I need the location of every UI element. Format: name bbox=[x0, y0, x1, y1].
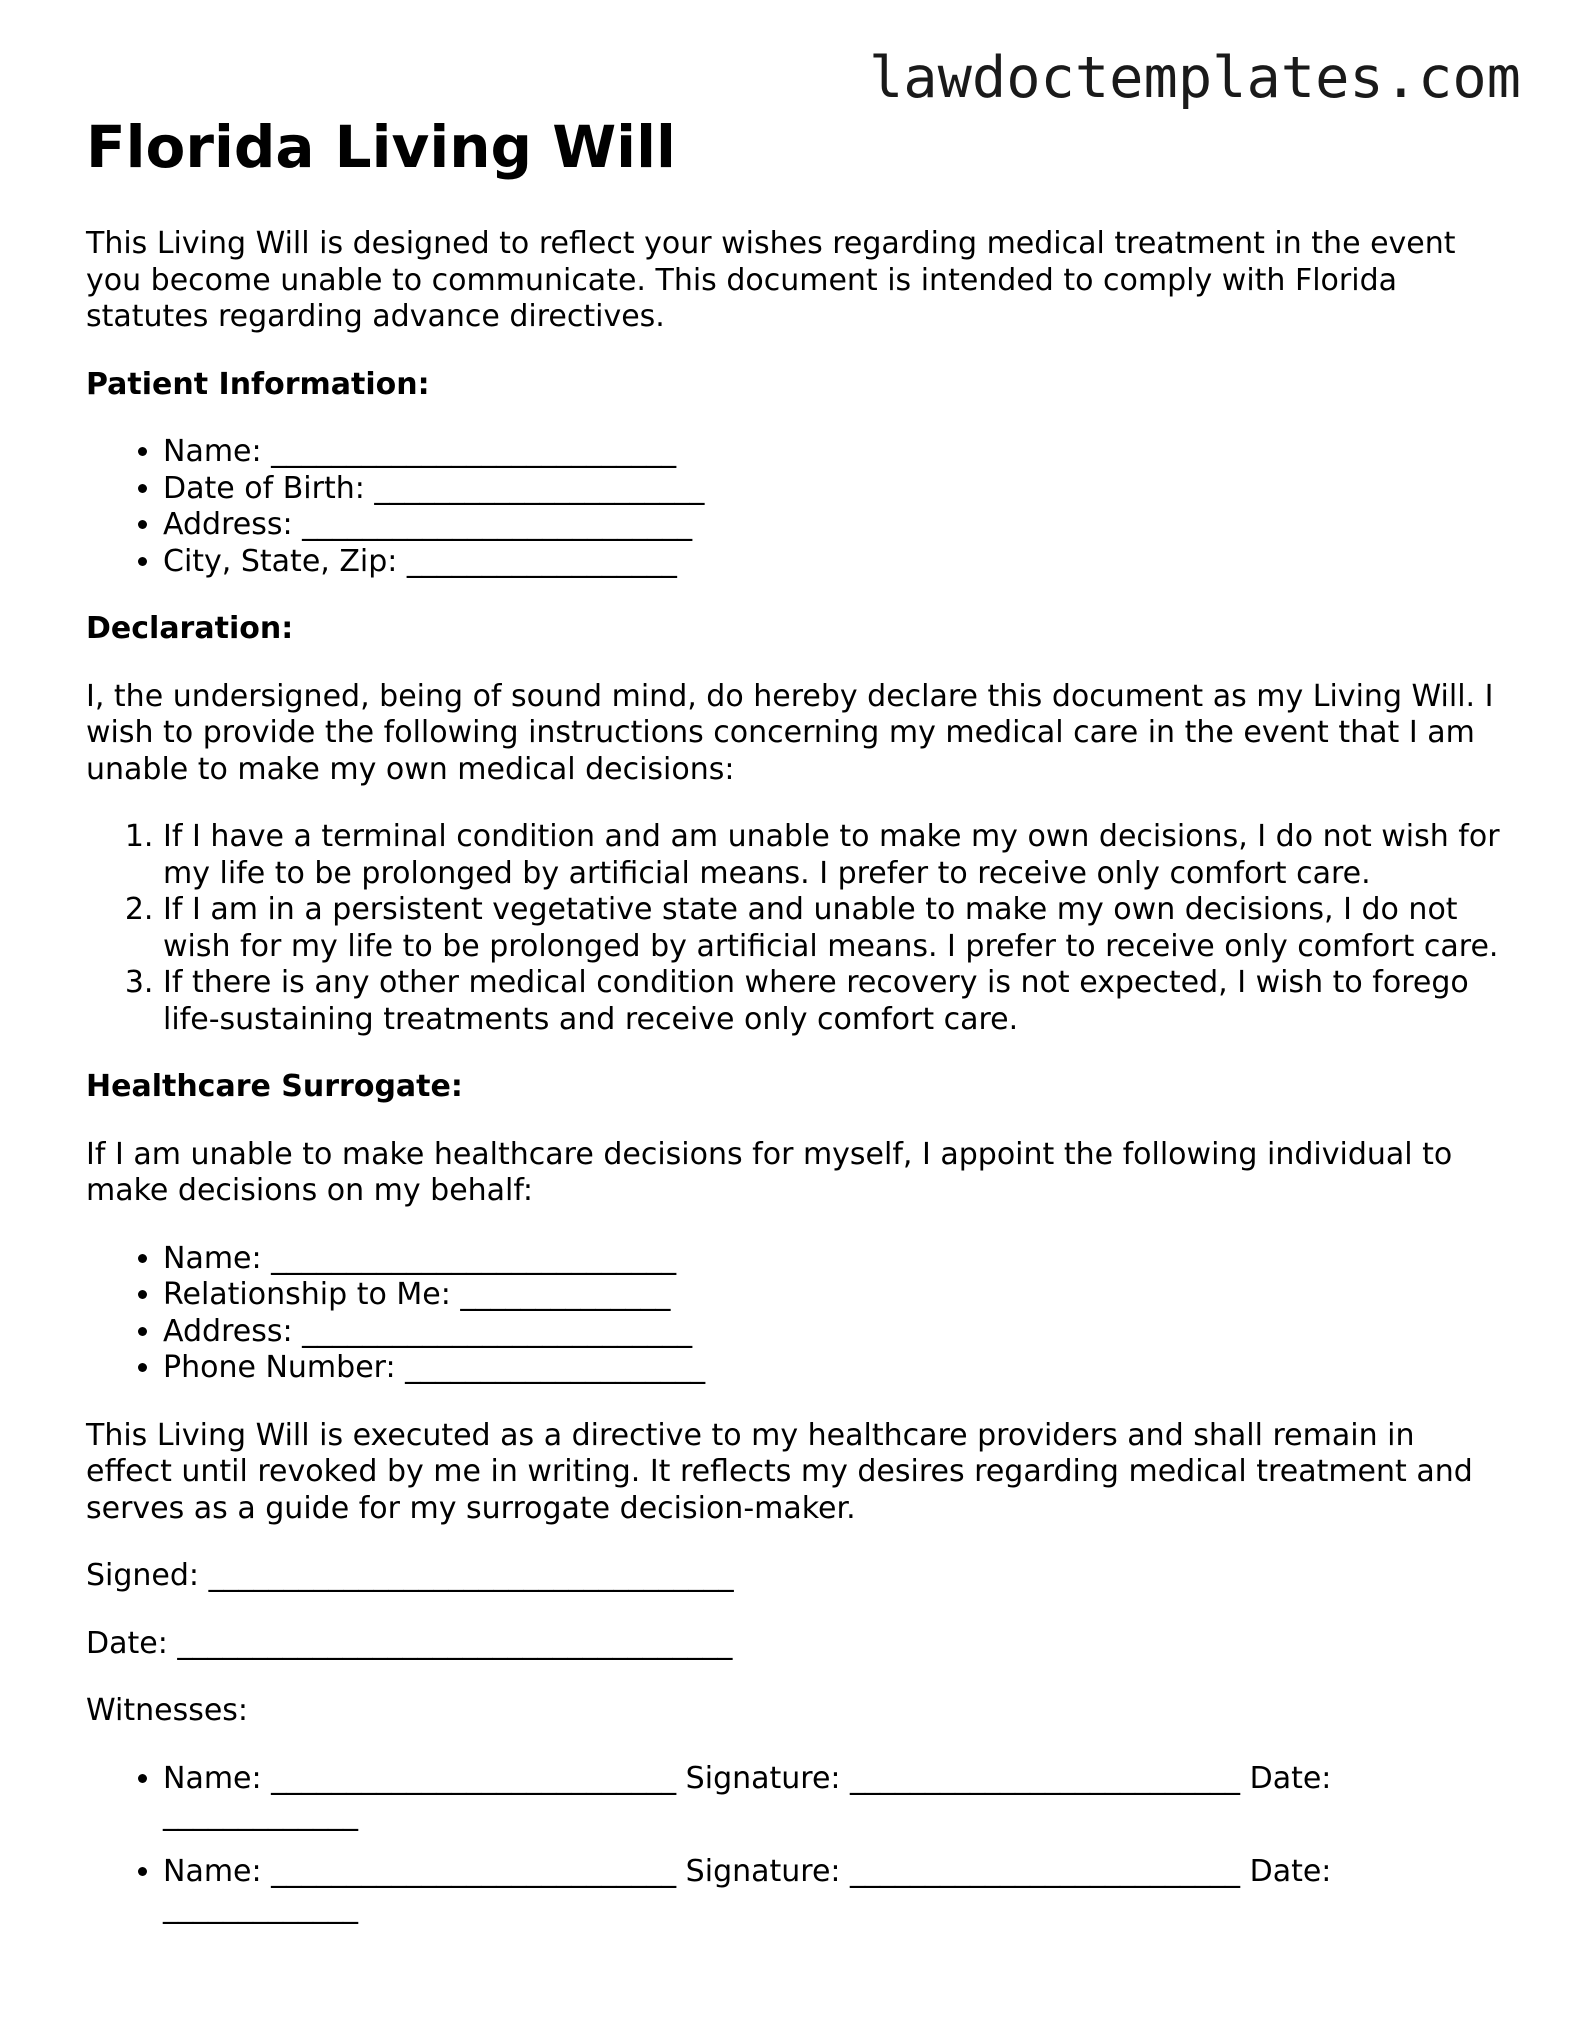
surrogate-name-field: • Name: ___________________________ bbox=[163, 1241, 1506, 1278]
patient-name-field: • Name: ___________________________ bbox=[163, 434, 1506, 471]
declaration-heading: Declaration: bbox=[86, 611, 294, 646]
document-page bbox=[86, 112, 1506, 1958]
signed-line: Signed: ___________________________________ bbox=[86, 1558, 734, 1593]
patient-dob-field: • Date of Birth: ______________________ bbox=[163, 471, 1506, 508]
patient-city-state-zip-field: • City, State, Zip: __________________ bbox=[163, 544, 1506, 581]
declaration-item: 2. If I am in a persistent vegetative state and unable to make my own decisions, I do not wish for my life to be prolonged by artificial means. I prefer to receive only comfort care. bbox=[163, 892, 1506, 965]
declaration-item: 1. If I have a terminal condition and am unable to make my own decisions, I do not wish for my life to be prolonged by artificial means. I prefer to receive only comfort care. bbox=[163, 819, 1506, 892]
declaration-item: 3. If there is any other medical condition where recovery is not expected, I wish to forego life-sustaining treatments and receive only comfort care. bbox=[163, 965, 1506, 1038]
date-line: Date: _____________________________________ bbox=[86, 1625, 733, 1661]
surrogate-heading: Healthcare Surrogate: bbox=[86, 1069, 463, 1104]
patient-address-field: • Address: __________________________ bbox=[163, 507, 1506, 544]
witnesses-label: Witnesses: bbox=[86, 1693, 249, 1728]
document-title: Florida Living Will bbox=[86, 113, 676, 181]
surrogate-phone-field: • Phone Number: ____________________ bbox=[163, 1350, 1506, 1387]
closing-paragraph: This Living Will is executed as a directive to my healthcare providers and shall remain in effect until revoked by me in writing. It reflects my desires regarding medical treatment and serves as a guide for my surrogate decision-maker. bbox=[86, 1417, 1473, 1526]
patient-info-heading: Patient Information: bbox=[86, 366, 430, 402]
intro-paragraph: This Living Will is designed to reflect your wishes regarding medical treatment in the event you become unable to communicate. This document is intended to comply with Florida statutes regarding advance directives. bbox=[86, 226, 1456, 334]
surrogate-address-field: • Address: __________________________ bbox=[163, 1314, 1506, 1351]
declaration-list bbox=[86, 819, 1506, 1038]
surrogate-list bbox=[86, 1241, 1506, 1387]
declaration-paragraph: I, the undersigned, being of sound mind, do hereby declare this document as my Living Will. I wish to provide the following instructions concerning my medical care in the event that I am unable to make my own medical decisions: bbox=[86, 678, 1494, 787]
witness-entry: • Name: ___________________________ Signature: __________________________ Date: _____________ bbox=[163, 1854, 1506, 1927]
witness-entry: • Name: ___________________________ Signature: __________________________ Date: _____________ bbox=[163, 1761, 1506, 1834]
surrogate-relationship-field: • Relationship to Me: ______________ bbox=[163, 1277, 1506, 1314]
patient-info-list bbox=[86, 434, 1506, 580]
site-watermark: lawdoctemplates.com bbox=[868, 45, 1521, 111]
witnesses-list bbox=[86, 1761, 1506, 1927]
surrogate-paragraph: If I am unable to make healthcare decisions for myself, I appoint the following individual to make decisions on my behalf: bbox=[86, 1136, 1453, 1208]
